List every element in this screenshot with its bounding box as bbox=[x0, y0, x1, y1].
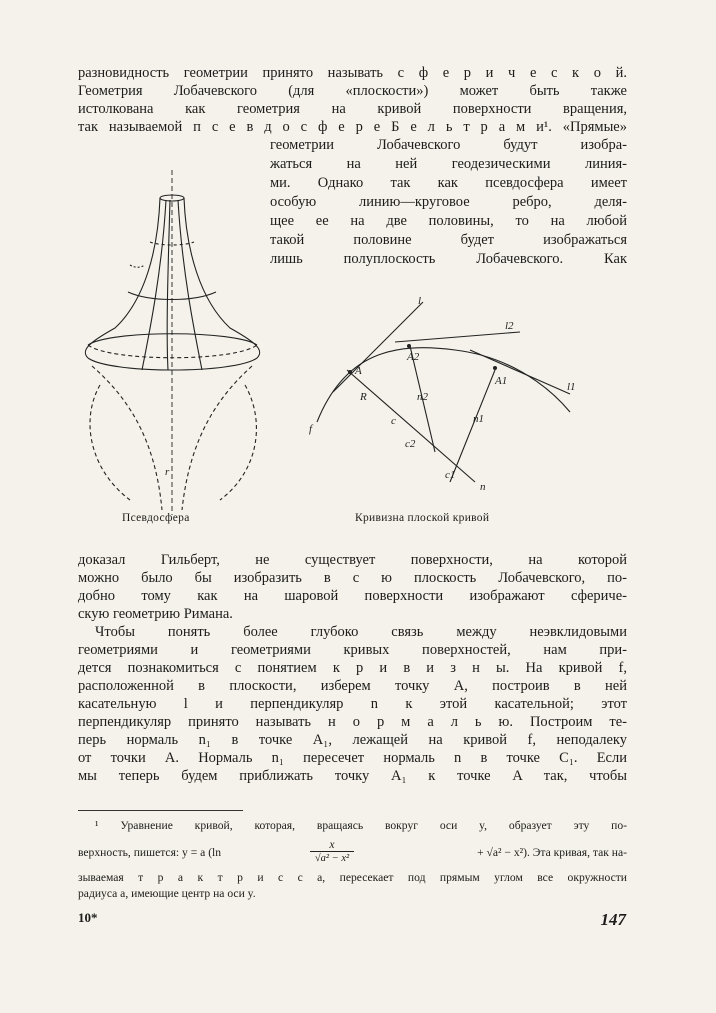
label-n: n bbox=[480, 481, 486, 493]
text-line: Чтобы понять более глубоко связь между неэвклидовыми bbox=[95, 624, 627, 640]
text-line: перь нормаль n₁ в точке A₁, лежащей на кривой f, неподалеку bbox=[78, 732, 627, 748]
text-line: от точки A. Нормаль n₁ пересечет нормаль n в точке C₁. Если bbox=[78, 750, 627, 766]
text-line: Геометрия Лобачевского (для «плоскости») может быть также bbox=[78, 83, 627, 99]
text-line: особую линию—круговое ребро, деля- bbox=[270, 194, 627, 210]
text-line: истолкована как геометрия на кривой поверхности вращения, bbox=[78, 101, 627, 117]
text-line: скую геометрию Римана. bbox=[78, 606, 233, 622]
text-line: ми. Однако так как псевдосфера имеет bbox=[270, 175, 627, 191]
label-f: f bbox=[309, 423, 313, 435]
text-line: разновидность геометрии принято называть с ф е р и ч е с к о й. bbox=[78, 65, 627, 81]
text-line: добно тому как на шаровой поверхности изображают сфериче- bbox=[78, 588, 627, 604]
fraction-numerator: x bbox=[310, 838, 354, 852]
label-a2: A2 bbox=[407, 351, 420, 363]
fraction-denominator: √a² − x² bbox=[314, 853, 350, 864]
text-line: дется познакомиться с понятием к р и в и з н ы. На кривой f, bbox=[78, 660, 627, 676]
signature-marker: 10* bbox=[78, 910, 98, 925]
text-line: жаться на ней геодезическими линия- bbox=[270, 156, 627, 172]
pseudosphere-caption: Псевдосфера bbox=[122, 512, 190, 524]
page-number: 147 bbox=[600, 910, 626, 929]
label-c: c bbox=[391, 415, 396, 427]
text-line: геометриями и геометриями кривых поверхностей, нам при- bbox=[78, 642, 627, 658]
text-line: лишь полуплоскость Лобачевского. Как bbox=[270, 251, 627, 267]
text-line: перпендикуляр принято называть н о р м а л ь ю. Построим те- bbox=[78, 714, 627, 730]
label-l: l bbox=[418, 295, 422, 307]
label-r: r bbox=[165, 466, 170, 478]
formula-fraction bbox=[310, 838, 354, 866]
text-line: щее ее на две половины, то на любой bbox=[270, 213, 627, 229]
footnote-rule bbox=[78, 810, 243, 811]
label-l1: l1 bbox=[567, 381, 576, 393]
label-l2: l2 bbox=[505, 320, 514, 332]
text-line: касательную l и перпендикуляр n к этой касательной; этот bbox=[78, 696, 627, 712]
text-line: доказал Гильберт, не существует поверхности, на которой bbox=[78, 552, 627, 568]
text-line: так называемой п с е в д о с ф е р е Б е л ь т р а м и¹. «Прямые» bbox=[78, 119, 627, 135]
label-n1: n1 bbox=[473, 413, 484, 425]
footnote-line: зываемая т р а к т р и с с а, пересекает под прямым углом все окружности bbox=[78, 871, 627, 884]
pseudosphere-figure bbox=[70, 170, 270, 520]
label-r-radius: R bbox=[360, 391, 367, 403]
formula-start: верхность, пишется: y = a (ln bbox=[78, 846, 222, 859]
label-a: A bbox=[355, 365, 362, 377]
label-n2: n2 bbox=[417, 391, 428, 403]
label-a1: A1 bbox=[495, 375, 508, 387]
text-line: геометрии Лобачевского будут изобра- bbox=[270, 137, 627, 153]
footnote-formula-line bbox=[78, 838, 627, 868]
curvature-caption: Кривизна плоской кривой bbox=[355, 512, 490, 524]
footnote-line: радиуса a, имеющие центр на оси y. bbox=[78, 887, 256, 900]
text-line: мы теперь будем приближать точку A₁ к точке A так, чтобы bbox=[78, 768, 627, 784]
footnote-line: ¹ Уравнение кривой, которая, вращаясь вокруг оси y, образует эту по- bbox=[95, 819, 627, 832]
label-c2: c2 bbox=[405, 438, 416, 450]
curvature-figure bbox=[305, 282, 585, 512]
label-c1: c1 bbox=[445, 469, 456, 481]
text-line: можно было бы изобразить в с ю плоскость Лобачевского, по- bbox=[78, 570, 627, 586]
formula-end: + √a² − x²). Эта кривая, так на- bbox=[477, 846, 627, 859]
text-line: расположенной в плоскости, изберем точку A, построив в ней bbox=[78, 678, 627, 694]
text-line: такой половине будет изображаться bbox=[270, 232, 627, 248]
